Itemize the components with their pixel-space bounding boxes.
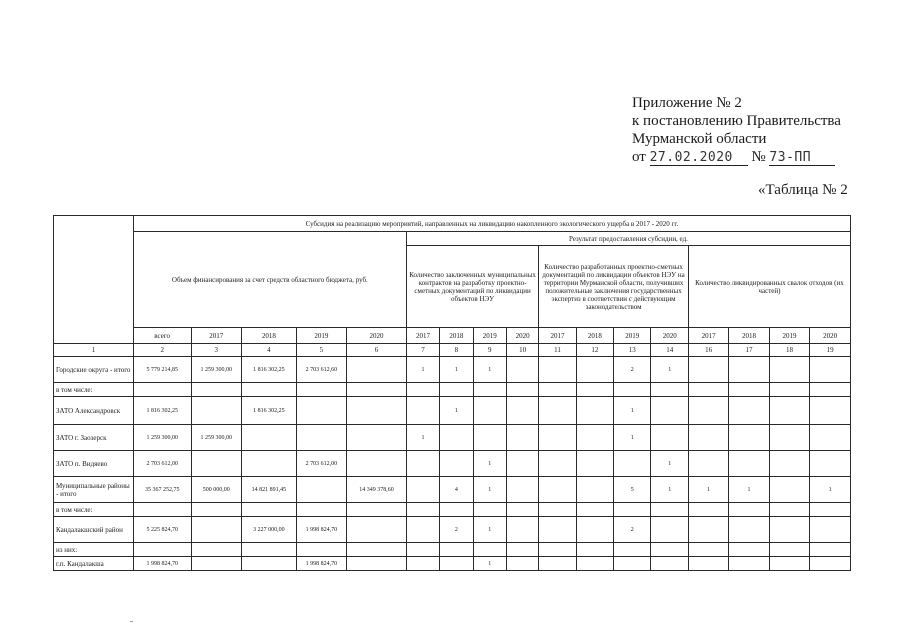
value-cell (191, 543, 242, 557)
value-cell: 2 (614, 517, 651, 543)
appendix-title: Приложение № 2 (632, 95, 742, 111)
value-cell (506, 425, 538, 451)
value-cell (810, 503, 851, 517)
value-cell (651, 543, 688, 557)
date-number-line (632, 148, 882, 166)
value-cell (688, 557, 728, 571)
column-number-cell: 16 (688, 344, 728, 357)
table-row (54, 503, 851, 517)
column-number-cell: 18 (769, 344, 809, 357)
value-cell (406, 557, 439, 571)
value-cell (769, 357, 809, 383)
value-cell: 1 (810, 477, 851, 503)
value-cell: 1 (688, 477, 728, 503)
value-cell (688, 383, 728, 397)
value-cell (576, 357, 613, 383)
value-cell (506, 451, 538, 477)
value-cell: 1 816 302,25 (133, 397, 191, 425)
table-row (54, 383, 851, 397)
value-cell (769, 477, 809, 503)
value-cell (651, 503, 688, 517)
value-cell (614, 543, 651, 557)
value-cell (729, 397, 769, 425)
column-number-cell: 11 (539, 344, 576, 357)
year-header-cell: 2020 (810, 328, 851, 344)
value-cell: 1 (473, 357, 506, 383)
value-cell (729, 451, 769, 477)
value-cell (769, 557, 809, 571)
value-cell (506, 517, 538, 543)
value-cell (347, 397, 407, 425)
value-cell (296, 425, 347, 451)
value-cell (810, 357, 851, 383)
value-cell: 1 259 300,00 (133, 425, 191, 451)
value-cell (539, 357, 576, 383)
value-cell: 2 703 612,60 (296, 357, 347, 383)
value-cell (769, 543, 809, 557)
value-cell (296, 397, 347, 425)
table-row (54, 557, 851, 571)
table-row (54, 543, 851, 557)
value-cell (406, 543, 439, 557)
value-cell (473, 383, 506, 397)
value-cell (688, 451, 728, 477)
value-cell (769, 383, 809, 397)
value-cell (539, 517, 576, 543)
value-cell: 1 998 824,70 (296, 557, 347, 571)
value-cell (242, 451, 297, 477)
value-cell (473, 425, 506, 451)
row-name-cell: Кандалакшский район (54, 517, 134, 543)
row-name-cell: г.п. Кандалакша (54, 557, 134, 571)
row-name-cell: из них: (54, 543, 134, 557)
value-cell: 1 816 302,25 (242, 357, 297, 383)
column-number-cell: 3 (191, 344, 242, 357)
value-cell (406, 397, 439, 425)
value-cell: 2 (614, 357, 651, 383)
value-cell (539, 425, 576, 451)
value-cell (440, 543, 473, 557)
year-header-cell: 2017 (406, 328, 439, 344)
value-cell (576, 425, 613, 451)
value-cell (406, 383, 439, 397)
year-header-cell: 2019 (473, 328, 506, 344)
value-cell: 1 (473, 557, 506, 571)
column-number-cell: 6 (347, 344, 407, 357)
value-cell (576, 503, 613, 517)
value-cell (506, 383, 538, 397)
value-cell (296, 383, 347, 397)
year-header-cell: 2019 (769, 328, 809, 344)
value-cell (440, 425, 473, 451)
value-cell (133, 543, 191, 557)
table-row (54, 451, 851, 477)
value-cell (242, 383, 297, 397)
value-cell: 1 998 824,70 (296, 517, 347, 543)
value-cell (729, 557, 769, 571)
value-cell (688, 357, 728, 383)
row-name-cell: в том числе: (54, 503, 134, 517)
value-cell (769, 397, 809, 425)
value-cell: 2 (440, 517, 473, 543)
year-header-cell: 2018 (242, 328, 297, 344)
value-cell (810, 425, 851, 451)
resolution-number: 73-ПП (769, 150, 812, 165)
table-row (54, 357, 851, 383)
value-cell (440, 557, 473, 571)
value-cell (242, 557, 297, 571)
table-label: «Таблица № 2 (758, 182, 848, 198)
value-cell (440, 503, 473, 517)
value-cell (191, 451, 242, 477)
value-cell (614, 451, 651, 477)
year-header-cell: 2020 (506, 328, 538, 344)
value-cell (729, 503, 769, 517)
row-name-cell: ЗАТО п. Видяево (54, 451, 134, 477)
table-title: Субсидия на реализацию мероприятий, направленных на ликвидацию накопленного экологического ущерба в 2017 - 2020 гг. (133, 216, 850, 232)
value-cell (539, 543, 576, 557)
resolution-line: к постановлению Правительства (632, 113, 841, 129)
value-cell (406, 477, 439, 503)
row-name-cell: Городские округа - итого (54, 357, 134, 383)
value-cell (133, 503, 191, 517)
value-cell (614, 383, 651, 397)
value-cell: 5 (614, 477, 651, 503)
date-prefix: от (632, 149, 646, 165)
column-number-cell: 2 (133, 344, 191, 357)
scan-mark (130, 621, 133, 622)
value-cell (296, 503, 347, 517)
value-cell: 1 (473, 477, 506, 503)
column-number-cell: 10 (506, 344, 538, 357)
value-cell (191, 383, 242, 397)
value-cell: 1 (614, 397, 651, 425)
value-cell (688, 425, 728, 451)
value-cell (440, 383, 473, 397)
value-cell: 1 (473, 451, 506, 477)
value-cell: 4 (440, 477, 473, 503)
value-cell: 1 (406, 357, 439, 383)
value-cell (191, 503, 242, 517)
value-cell (347, 503, 407, 517)
year-header-cell: 2017 (539, 328, 576, 344)
column-number-cell: 13 (614, 344, 651, 357)
value-cell (810, 397, 851, 425)
value-cell (506, 557, 538, 571)
value-cell (506, 477, 538, 503)
value-cell: 1 (473, 517, 506, 543)
value-cell: 14 821 891,45 (242, 477, 297, 503)
value-cell (406, 451, 439, 477)
row-name-cell: ЗАТО г. Заозерск (54, 425, 134, 451)
value-cell (810, 517, 851, 543)
value-cell: 1 (614, 425, 651, 451)
value-cell (769, 503, 809, 517)
value-cell (651, 425, 688, 451)
value-cell (506, 357, 538, 383)
value-cell (810, 383, 851, 397)
value-cell (651, 557, 688, 571)
value-cell (729, 383, 769, 397)
value-cell: 5 225 824,70 (133, 517, 191, 543)
value-cell (473, 397, 506, 425)
row-name-cell: ЗАТО Александровск (54, 397, 134, 425)
value-cell (769, 517, 809, 543)
year-header-cell: 2018 (440, 328, 473, 344)
column-number-cell: 1 (54, 344, 134, 357)
column-number-cell: 8 (440, 344, 473, 357)
row-name-cell: в том числе: (54, 383, 134, 397)
value-cell (539, 477, 576, 503)
table-row (54, 517, 851, 543)
value-cell: 1 (406, 425, 439, 451)
value-cell (473, 503, 506, 517)
liquidated-dumps-header: Количество ликвидированных свалок отходов (их частей) (688, 246, 850, 328)
value-cell: 1 816 302,25 (242, 397, 297, 425)
value-cell: 1 (729, 477, 769, 503)
value-cell (769, 425, 809, 451)
value-cell (576, 477, 613, 503)
value-cell (729, 425, 769, 451)
value-cell (614, 503, 651, 517)
result-header: Результат предоставления субсидии, ед. (406, 232, 850, 246)
value-cell (576, 383, 613, 397)
value-cell (651, 397, 688, 425)
value-cell (539, 383, 576, 397)
year-header-cell: 2019 (296, 328, 347, 344)
value-cell (576, 557, 613, 571)
financing-header: Объем финансирования за счет средств областного бюджета, руб. (133, 232, 406, 328)
value-cell (810, 451, 851, 477)
year-header-cell: 2020 (347, 328, 407, 344)
year-header-cell: 2020 (651, 328, 688, 344)
value-cell (506, 397, 538, 425)
value-cell (539, 397, 576, 425)
value-cell (191, 397, 242, 425)
value-cell (242, 543, 297, 557)
value-cell (242, 503, 297, 517)
value-cell (191, 517, 242, 543)
value-cell: 1 259 300,00 (191, 425, 242, 451)
value-cell (347, 557, 407, 571)
value-cell (296, 543, 347, 557)
column-number-cell: 5 (296, 344, 347, 357)
value-cell: 5 779 214,85 (133, 357, 191, 383)
value-cell: 1 (651, 477, 688, 503)
column-number-cell: 17 (729, 344, 769, 357)
value-cell (688, 543, 728, 557)
year-header-cell: 2017 (191, 328, 242, 344)
value-cell (473, 543, 506, 557)
value-cell: 1 998 824,70 (133, 557, 191, 571)
value-cell (539, 557, 576, 571)
value-cell (729, 543, 769, 557)
document-header (632, 94, 882, 166)
column-number-cell: 14 (651, 344, 688, 357)
value-cell (440, 451, 473, 477)
value-cell (406, 503, 439, 517)
contracts-header: Количество заключенных муниципальных контрактов на разработку проектно-сметных документаций по ликвидации объектов НЭУ (406, 246, 538, 328)
column-number-cell: 4 (242, 344, 297, 357)
subsidy-table (53, 215, 851, 571)
value-cell: 35 367 252,75 (133, 477, 191, 503)
region-line: Мурманской области (632, 131, 767, 147)
resolution-date: 27.02.2020 (649, 150, 733, 165)
column-number-cell: 12 (576, 344, 613, 357)
year-header-cell: всего (133, 328, 191, 344)
year-header-cell: 2019 (614, 328, 651, 344)
value-cell (347, 517, 407, 543)
value-cell: 14 349 378,60 (347, 477, 407, 503)
corner-cell (54, 216, 134, 344)
value-cell (614, 557, 651, 571)
value-cell (769, 451, 809, 477)
value-cell (688, 397, 728, 425)
value-cell: 3 227 000,00 (242, 517, 297, 543)
value-cell (729, 517, 769, 543)
value-cell (133, 383, 191, 397)
value-cell (810, 543, 851, 557)
value-cell (729, 357, 769, 383)
value-cell: 1 (440, 357, 473, 383)
value-cell (296, 477, 347, 503)
table-row (54, 397, 851, 425)
table-row (54, 425, 851, 451)
value-cell (539, 451, 576, 477)
value-cell (539, 503, 576, 517)
value-cell (347, 451, 407, 477)
column-number-cell: 7 (406, 344, 439, 357)
value-cell: 1 (651, 357, 688, 383)
row-name-cell: Муниципальные районы - итого (54, 477, 134, 503)
value-cell: 500 000,00 (191, 477, 242, 503)
value-cell: 2 703 612,00 (133, 451, 191, 477)
year-header-cell: 2018 (729, 328, 769, 344)
value-cell (506, 543, 538, 557)
value-cell (810, 557, 851, 571)
value-cell: 2 703 612,00 (296, 451, 347, 477)
value-cell (242, 425, 297, 451)
value-cell: 1 (440, 397, 473, 425)
number-sign: № (751, 149, 766, 165)
column-number-cell: 19 (810, 344, 851, 357)
value-cell (347, 383, 407, 397)
table-row (54, 477, 851, 503)
value-cell (688, 503, 728, 517)
value-cell (191, 557, 242, 571)
value-cell (506, 503, 538, 517)
year-row (54, 328, 851, 344)
value-cell (688, 517, 728, 543)
value-cell (576, 397, 613, 425)
value-cell (347, 543, 407, 557)
value-cell: 1 259 300,00 (191, 357, 242, 383)
column-number-row (54, 344, 851, 357)
value-cell (651, 383, 688, 397)
value-cell (347, 357, 407, 383)
value-cell (651, 517, 688, 543)
value-cell (576, 543, 613, 557)
column-number-cell: 9 (473, 344, 506, 357)
value-cell (576, 451, 613, 477)
value-cell (576, 517, 613, 543)
value-cell (347, 425, 407, 451)
year-header-cell: 2018 (576, 328, 613, 344)
documentation-header: Количество разработанных проектно-сметных документаций по ликвидации объектов НЭУ на территории Мурманской области, получивших положительные заключения государственных экспертиз в соответствии с действующим законодательством (539, 246, 689, 328)
value-cell (406, 517, 439, 543)
year-header-cell: 2017 (688, 328, 728, 344)
value-cell: 1 (651, 451, 688, 477)
